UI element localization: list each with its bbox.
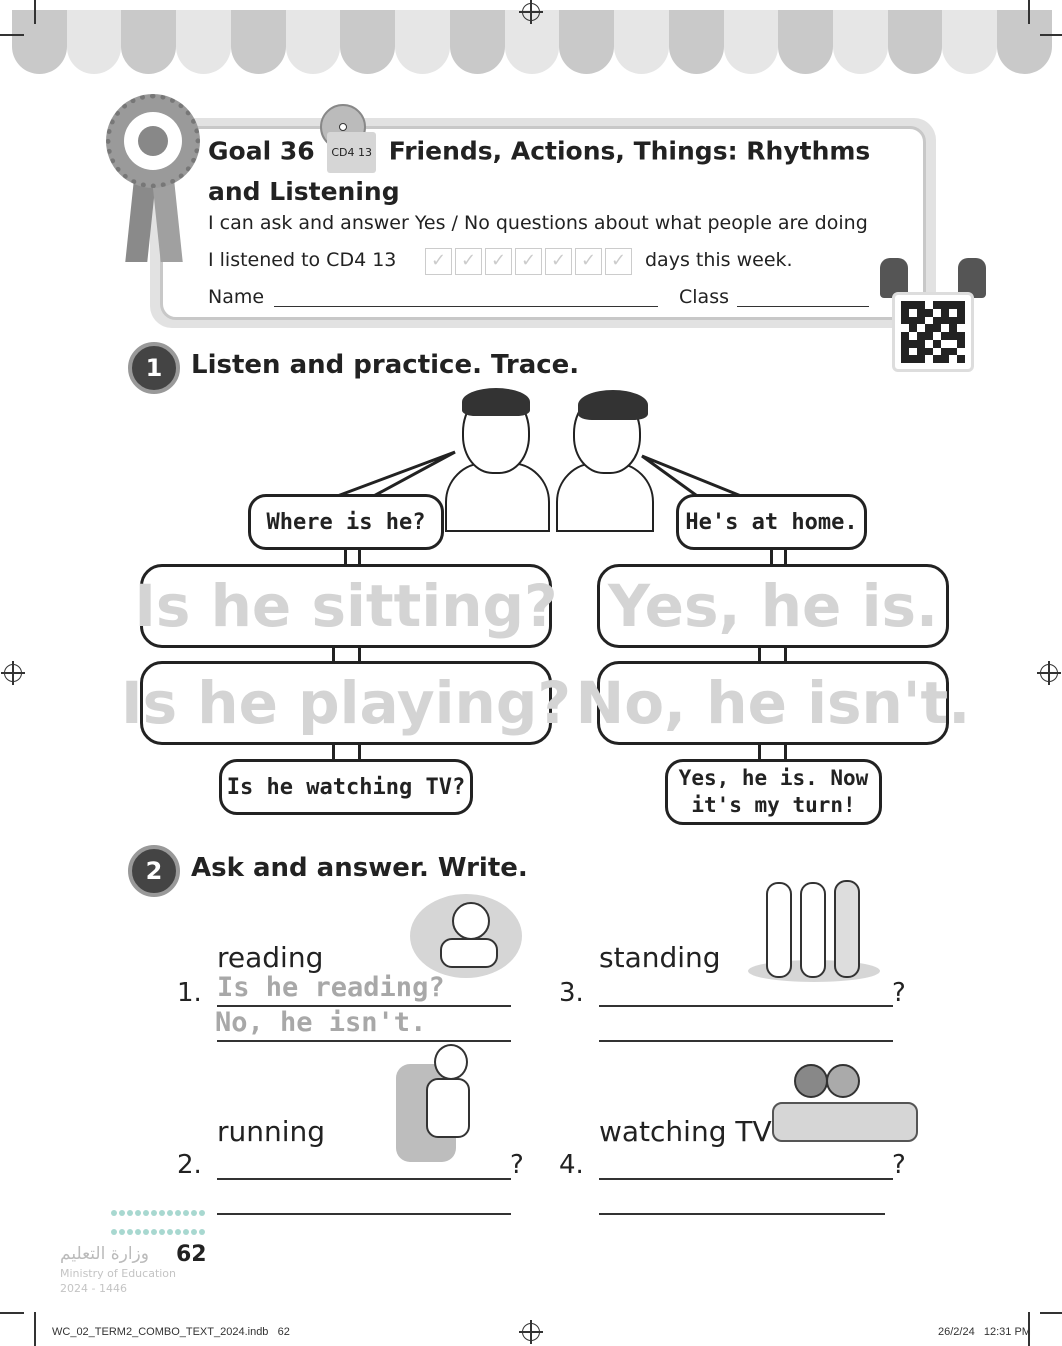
crop-mark — [0, 1312, 24, 1314]
day-tick-box[interactable]: ✓ — [425, 248, 452, 275]
boy-right-hair — [578, 390, 648, 420]
item-3-word: standing — [599, 941, 721, 974]
boy-left-hair — [462, 388, 530, 416]
section-2-title: Ask and answer. Write. — [191, 853, 528, 883]
speech-tail-left — [330, 448, 460, 500]
listened-prefix: I listened to CD4 13 — [208, 249, 397, 271]
section-1-number: 1 — [128, 342, 180, 394]
item-1-word: reading — [217, 941, 324, 974]
bubble-yes-he-is-now — [665, 759, 882, 825]
registration-mark-icon — [522, 3, 540, 21]
crop-mark — [1040, 1312, 1062, 1314]
qr-code-icon[interactable] — [892, 292, 974, 372]
footer-file-name: WC_02_TERM2_COMBO_TEXT_2024.indb 62 — [52, 1326, 290, 1338]
ministry-name-english: Ministry of Education — [60, 1267, 177, 1280]
goal-title — [208, 132, 888, 210]
footer-timestamp: 26/2/24 12:31 PM — [938, 1326, 1031, 1338]
item-4-question-mark: ? — [892, 1150, 906, 1180]
day-tick-box[interactable]: ✓ — [545, 248, 572, 275]
connector — [758, 646, 761, 662]
item-4-number: 4. — [559, 1150, 584, 1180]
registration-mark-icon — [1040, 664, 1058, 682]
reading-boy-picture — [410, 894, 522, 978]
item-4-word: watching TV — [599, 1115, 772, 1148]
item-3-question-mark: ? — [892, 978, 906, 1008]
section-2-number: 2 — [128, 845, 180, 897]
bubble-hes-at-home: He's at home. — [676, 494, 867, 550]
name-field[interactable] — [274, 305, 658, 307]
goal-heading: Friends, Actions, Things: Rhythms and Listening — [208, 136, 871, 206]
item-4-answer-line[interactable] — [599, 1213, 885, 1215]
section-1-title: Listen and practice. Trace. — [191, 350, 580, 380]
can-statement: I can ask and answer Yes / No questions about what people are doing — [208, 212, 868, 234]
bubble-line-2: it's my turn! — [691, 793, 856, 817]
sitting-boy-picture — [396, 1044, 480, 1164]
trace-is-he-playing: Is he playing? — [140, 661, 552, 745]
item-3-answer-line[interactable] — [599, 1040, 893, 1042]
crop-mark — [34, 0, 36, 24]
item-2-number: 2. — [177, 1150, 202, 1180]
day-tick-box[interactable]: ✓ — [485, 248, 512, 275]
crop-mark — [1040, 34, 1062, 36]
trace-yes-he-is: Yes, he is. — [597, 564, 949, 648]
class-label: Class — [679, 286, 729, 308]
day-tick-box[interactable]: ✓ — [575, 248, 602, 275]
bubble-line-1: Yes, he is. Now — [678, 766, 869, 790]
day-tick-box[interactable]: ✓ — [455, 248, 482, 275]
item-2-question-line[interactable] — [217, 1178, 511, 1180]
trace-is-he-sitting: Is he sitting? — [140, 564, 552, 648]
connector — [358, 646, 361, 662]
day-tick-box[interactable]: ✓ — [605, 248, 632, 275]
connector — [332, 646, 335, 662]
item-3-number: 3. — [559, 978, 584, 1008]
name-label: Name — [208, 286, 265, 308]
item-2-answer-line[interactable] — [217, 1213, 511, 1215]
item-2-word: running — [217, 1115, 326, 1148]
registration-mark-icon — [522, 1323, 540, 1341]
item-1-answer-line[interactable] — [217, 1040, 511, 1042]
item-2-question-mark: ? — [510, 1150, 524, 1180]
item-3-question-line[interactable] — [599, 1005, 893, 1007]
cd-label: CD4 13 — [327, 132, 376, 173]
crop-mark — [34, 1312, 36, 1346]
bubble-is-he-watching-tv: Is he watching TV? — [219, 759, 473, 815]
trace-no-he-isnt: No, he isn't. — [597, 661, 949, 745]
ministry-logo-icon — [110, 1202, 214, 1240]
ministry-name-arabic: وزارة التعليم — [60, 1244, 149, 1264]
registration-mark-icon — [4, 664, 22, 682]
item-1-answer: No, he isn't. — [215, 1007, 427, 1038]
item-1-question: Is he reading? — [217, 972, 445, 1003]
class-field[interactable] — [737, 305, 869, 307]
day-tick-boxes — [425, 248, 632, 275]
day-tick-box[interactable]: ✓ — [515, 248, 542, 275]
goal-label: Goal 36 — [208, 136, 315, 166]
listened-suffix: days this week. — [645, 249, 793, 271]
goal-badge-core — [138, 126, 168, 156]
item-4-question-line[interactable] — [599, 1178, 893, 1180]
item-1-number: 1. — [177, 978, 202, 1008]
page-number: 62 — [176, 1242, 207, 1267]
standing-boys-picture — [748, 878, 880, 988]
crop-mark — [1028, 0, 1030, 24]
watching-tv-girls-picture — [772, 1062, 918, 1146]
bubble-where-is-he: Where is he? — [248, 494, 444, 550]
crop-mark — [0, 34, 24, 36]
ministry-years: 2024 - 1446 — [60, 1282, 127, 1295]
connector — [784, 646, 787, 662]
